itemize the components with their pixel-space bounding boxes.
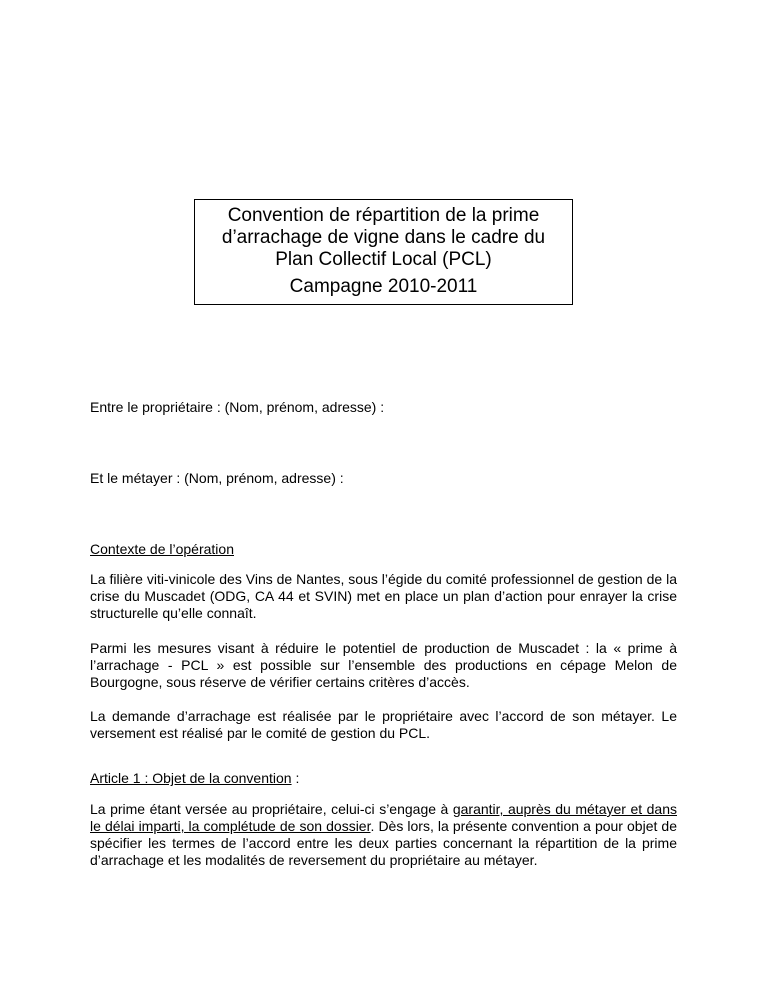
article1-heading: Article 1 : Objet de la convention <box>90 770 292 786</box>
owner-label: Entre le propriétaire : (Nom, prénom, adresse) : <box>90 399 385 415</box>
article1-para-start: La prime étant versée au propriétaire, celui-ci s’engage à <box>90 801 453 817</box>
article1-para-underlined: garantir, auprès du métayer et dans le délai imparti, la complétude de son dossier <box>90 801 677 834</box>
title-line-3: Plan Collectif Local (PCL) <box>275 249 492 270</box>
article1-paragraph <box>90 801 677 869</box>
title-line-1: Convention de répartition de la prime <box>227 205 540 226</box>
tenant-label: Et le métayer : (Nom, prénom, adresse) : <box>90 470 344 486</box>
campaign-label: Campagne 2010-2011 <box>289 276 478 297</box>
context-paragraph-1: La filière viti-vinicole des Vins de Nantes, sous l’égide du comité professionnel de gestion de la crise du Muscadet (ODG, CA 44 et SVIN) met en place un plan d’action pour enrayer la crise structurelle qu’elle connaît. <box>90 571 677 621</box>
article1-heading-suffix: : <box>291 770 300 786</box>
context-paragraph-2: Parmi les mesures visant à réduire le potentiel de production de Muscadet : la « prime à l’arrachage - PCL » est possible sur l’ensemble des productions en cépage Melon de Bourgogne, sous réserve de vérifier certains critères d’accès. <box>90 640 677 690</box>
context-paragraph-3: La demande d’arrachage est réalisée par le propriétaire avec l’accord de son métayer. Le versement est réalisé par le comité de gestion du PCL. <box>90 708 677 741</box>
title-line-2: d’arrachage de vigne dans le cadre du <box>221 227 546 248</box>
article1-heading-line <box>90 770 677 787</box>
article1-para-end: . Dès lors, la présente convention a pour objet de spécifier les termes de l’accord entre les deux parties concernant la répartition de la prime d’arrachage et les modalités de reversement du propriétaire au métayer. <box>90 818 677 868</box>
title-box <box>194 199 573 305</box>
context-heading: Contexte de l’opération <box>90 541 234 557</box>
